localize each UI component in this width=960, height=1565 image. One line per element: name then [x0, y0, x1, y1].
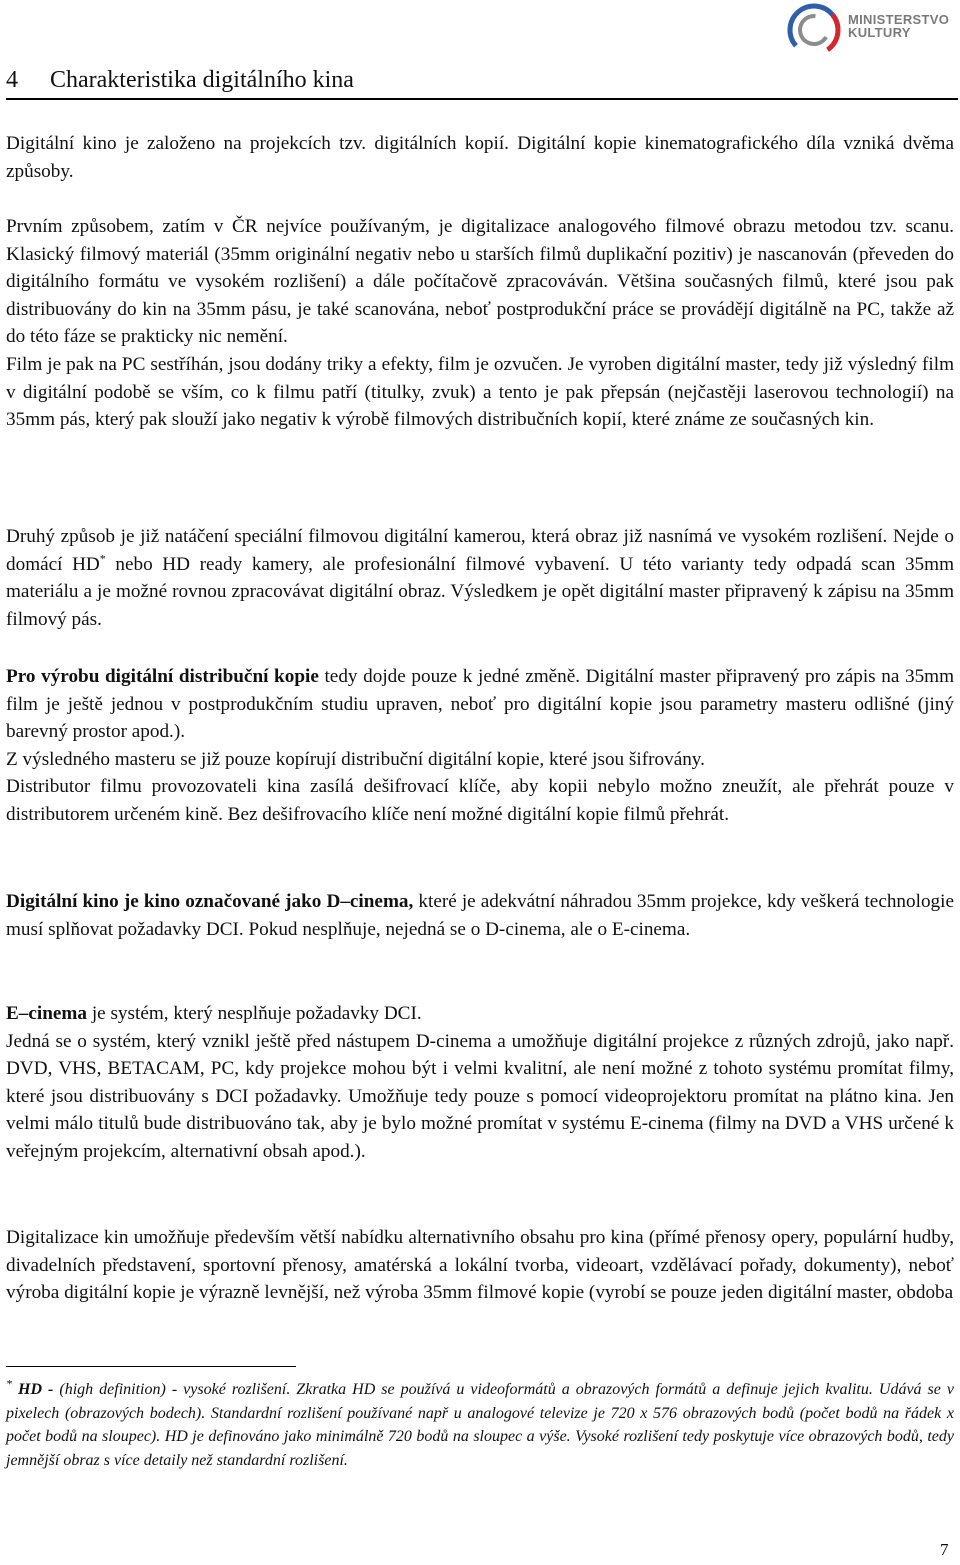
section-heading [6, 60, 958, 100]
paragraph-6 [6, 1000, 954, 1166]
footnote-text: (high definition) - vysoké rozlišení. Zkratka HD se používá u videoformátů a obrazových formátů a definuje jejich kvalitu. Udává se v pixelech (obrazových bodech). Standardní rozlišení používané např u analogové televize je 720 x 576 obrazových bodů (počet bodů na řádek x počet bodů na sloupec). HD je definováno jako minimálně 720 bodů na sloupec a výše. Vysoké rozlišení tedy poskytuje více obrazových bodů, tedy jemnější obraz s více detaily než standardní rozlišení. [6, 1381, 954, 1469]
paragraph-4 [6, 663, 954, 829]
paragraph-4-line-a [6, 663, 954, 746]
footnote-reference: * [99, 551, 106, 566]
ministry-emblem-icon [786, 2, 844, 58]
paragraph-1: Digitální kino je založeno na projekcích tzv. digitálních kopií. Digitální kopie kinematografického díla vzniká dvěma způsoby. [6, 133, 954, 182]
footnote-term: HD - [18, 1381, 54, 1398]
paragraph-3-text-b: nebo HD ready kamery, ale profesionální filmové vybavení. U této varianty tedy odpadá scan 35mm materiálu a je možné rovnou zpracovávat digitální obraz. Výsledkem je opět digitální master připravený k zápisu na 35mm filmový pás. [6, 553, 954, 630]
logo-line-2: KULTURY [848, 25, 911, 40]
page-number: 7 [940, 1540, 949, 1559]
section-number: 4 [6, 67, 18, 93]
paragraph-6-text-b: Jedná se o systém, který vznikl ještě před nástupem D-cinema a umožňuje digitální projekce z různých zdrojů, jako např. DVD, VHS, BETACAM, PC, kdy projekce mohou být i velmi kvalitní, ale není možné z tohoto systému promítat filmy, které jsou distribuovány s DCI požadavky. Umožňuje tedy pouze s pomocí videoprojektoru promítat na plátno kina. Jen velmi málo titulů bude distribuováno tak, aby je bylo možné promítat v systému E-cinema (filmy na DVD a VHS určené k veřejným projekcím, alternativní obsah apod.). [6, 1030, 954, 1162]
footnote-separator [6, 1366, 296, 1367]
paragraph-3 [6, 523, 954, 633]
paragraph-6-text-a: je systém, který nesplňuje požadavky DCI. [87, 1003, 422, 1024]
paragraph-4-text-c: Distributor filmu provozovateli kina zasílá dešifrovací klíče, aby kopii nebylo možno zneužít, ale přehrát pouze v distributorem určeném kině. Bez dešifrovacího klíče není možné digitální kopie filmů přehrát. [6, 776, 954, 825]
paragraph-2-part-b: Film je pak na PC sestříhán, jsou dodány triky a efekty, film je ozvučen. Je vyroben digitální master, tedy již výsledný film v digitální podobě se vším, co k filmu patří (titulky, zvuk) a tento je pak přepsán (nejčastěji laserovou technologií) na 35mm pás, který pak slouží jako negativ k výrobě filmových distribučních kopií, které známe ze současných kin. [6, 353, 954, 431]
paragraph-2 [6, 213, 954, 434]
paragraph-6-line-a [6, 1000, 954, 1028]
ministry-logo [786, 2, 958, 58]
paragraph-4-text-b: Z výsledného masteru se již pouze kopírují distribuční digitální kopie, které jsou šifrovány. [6, 748, 705, 770]
section-title: Charakteristika digitálního kina [50, 67, 354, 93]
paragraph-5-text: které je adekvátní náhradou 35mm projekce, kdy veškerá technologie musí splňovat požadavky DCI. Pokud nesplňuje, nejedná se o D-cinema, ale o E-cinema. [6, 891, 954, 940]
paragraph-5 [6, 888, 954, 943]
paragraph-2-part-a: Prvním způsobem, zatím v ČR nejvíce používaným, je digitalizace analogového filmové obrazu metodou tzv. scanu. Klasický filmový materiál (35mm originální negativ nebo u starších filmů duplikační pozitiv) je nascanován (převeden do digitálního formátu ve vysokém rozlišení) a dále počítačově zpracováván. Většina současných filmů, které jsou pak distribuovány do kin na 35mm pásu, je také scanována, neboť postprodukční práce se provádějí digitálně na PC, takže až do této fáze se prakticky nic nemění. [6, 216, 954, 348]
paragraph-6-bold: E–cinema [6, 1003, 88, 1024]
paragraph-4-text-a: tedy dojde pouze k jedné změně. Digitální master připravený pro zápis na 35mm film je ještě jednou v postprodukčním studiu upraven, neboť pro digitální kopie jsou parametry masteru odlišné (jiný barevný prostor apod.). [6, 666, 955, 743]
footnote [6, 1378, 954, 1472]
logo-line-1: MINISTERSTVO [848, 12, 950, 27]
paragraph-7: Digitalizace kin umožňuje především větší nabídku alternativního obsahu pro kina (přímé přenosy opery, populární hudby, divadelních představení, sportovní přenosy, amatérská a lokální tvorba, videoart, vzdělávací pořady, dokumenty), neboť výroba digitální kopie je výrazně levnější, než výroba 35mm filmové kopie (vyrobí se pouze jeden digitální master, obdoba [6, 1227, 954, 1304]
paragraph-3-text-a: Druhý způsob je již natáčení speciální filmovou digitální kamerou, která obraz již nasnímá ve vysokém rozlišení. Nejde o domácí HD [6, 526, 954, 575]
logo-text [848, 13, 949, 39]
paragraph-5-bold: Digitální kino je kino označované jako D–cinema, [6, 891, 414, 912]
paragraph-4-bold: Pro výrobu digitální distribuční kopie [6, 666, 319, 687]
footnote-mark: * [6, 1376, 12, 1391]
